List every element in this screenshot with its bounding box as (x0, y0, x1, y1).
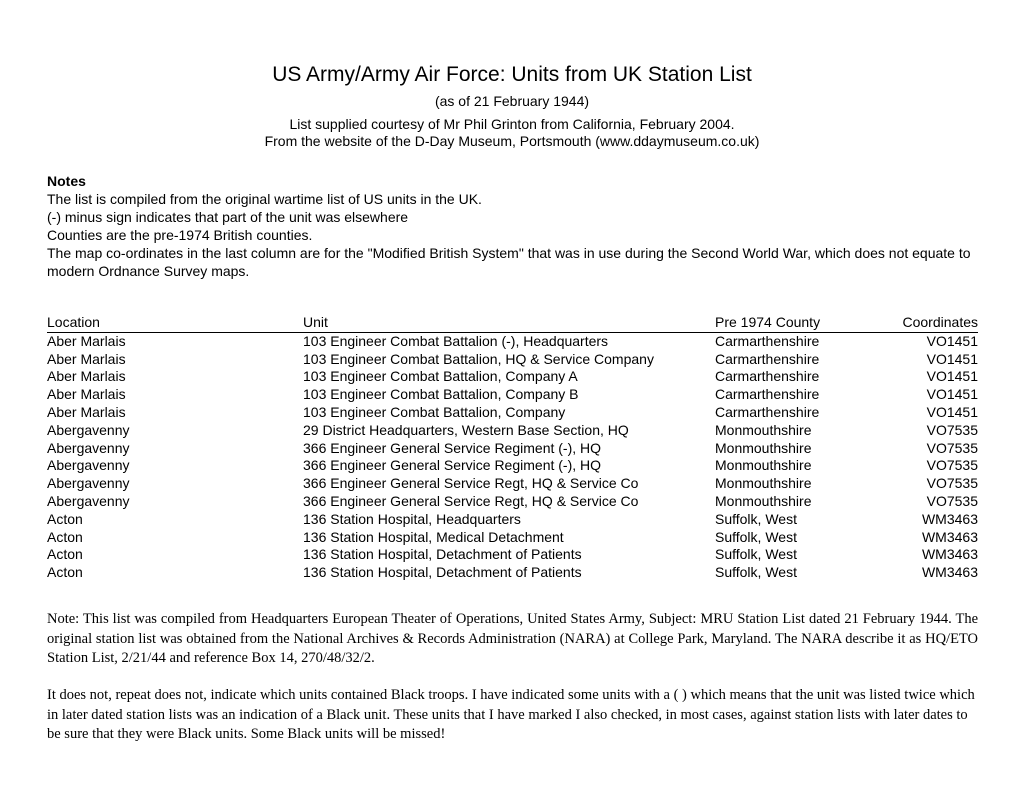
cell-coordinates: VO7535 (926, 439, 978, 456)
column-header-location: Location (47, 314, 303, 332)
table-row (47, 422, 978, 440)
cell-coordinates: VO7535 (926, 492, 978, 509)
table-row (47, 457, 978, 475)
cell-county: Suffolk, West (715, 510, 797, 527)
cell-county: Carmarthenshire (715, 332, 820, 349)
cell-county: Monmouthshire (715, 457, 812, 474)
column-header-unit: Unit (303, 314, 715, 332)
notes-line: The list is compiled from the original wartime list of US units in the UK. (47, 191, 482, 207)
cell-county: Suffolk, West (715, 546, 797, 563)
cell-location: Aber Marlais (47, 368, 126, 385)
cell-location: Aber Marlais (47, 386, 126, 403)
cell-unit: 29 District Headquarters, Western Base Section, HQ (303, 421, 629, 438)
cell-unit: 136 Station Hospital, Headquarters (303, 510, 521, 527)
cell-unit: 103 Engineer Combat Battalion, Company B (303, 386, 579, 403)
cell-location: Aber Marlais (47, 350, 126, 367)
table-row (47, 440, 978, 458)
notes-heading: Notes (47, 173, 86, 189)
table-header-row (47, 314, 978, 332)
table-row (47, 564, 978, 582)
table-row (47, 332, 978, 350)
table-row (47, 386, 978, 404)
table-row (47, 546, 978, 564)
cell-county: Suffolk, West (715, 564, 797, 581)
cell-county: Suffolk, West (715, 528, 797, 545)
cell-unit: 103 Engineer Combat Battalion, Company A (303, 368, 578, 385)
notes-section (47, 172, 982, 280)
cell-coordinates: VO7535 (926, 457, 978, 474)
cell-location: Acton (47, 564, 83, 581)
cell-location: Abergavenny (47, 421, 130, 438)
footnote-source: Note: This list was compiled from Headquarters European Theater of Operations, United States Army, Subject: MRU Station List dated 21 February 1944. The original station list was obtained from the National Archives & Records Administration (NARA) at College Park, Maryland. The NARA describe it as HQ/ETO Station List, 2/21/44 and reference Box 14, 270/48/32/2. (47, 611, 978, 666)
page-subtitle: (as of 21 February 1944) (434, 93, 590, 109)
table-row (47, 475, 978, 493)
cell-unit: 136 Station Hospital, Detachment of Patients (303, 564, 582, 581)
column-header-coordinates: Coordinates (865, 314, 978, 332)
cell-county: Carmarthenshire (715, 350, 820, 367)
page-title: US Army/Army Air Force: Units from UK Station List (272, 63, 752, 86)
cell-location: Aber Marlais (47, 332, 126, 349)
cell-unit: 366 Engineer General Service Regt, HQ & Service Co (303, 492, 639, 509)
cell-county: Carmarthenshire (715, 386, 820, 403)
cell-location: Acton (47, 510, 83, 527)
cell-unit: 136 Station Hospital, Detachment of Patients (303, 546, 582, 563)
cell-coordinates: WM3463 (921, 510, 978, 527)
cell-coordinates: VO1451 (926, 368, 978, 385)
table-row (47, 351, 978, 369)
cell-coordinates: VO1451 (926, 403, 978, 420)
cell-unit: 366 Engineer General Service Regiment (-), HQ (303, 439, 602, 456)
credit-block (0, 116, 1024, 150)
footnote-disclaimer: It does not, repeat does not, indicate which units contained Black troops. I have indicated some units with a ( ) which means that the unit was listed twice which in later dated station lists was an indication of a Black unit. These units that I have marked I also checked, in most cases, against station lists with later dates to be sure that they were Black units. Some Black units will be missed! (47, 687, 975, 742)
cell-location: Abergavenny (47, 439, 130, 456)
table-row (47, 404, 978, 422)
cell-coordinates: WM3463 (921, 546, 978, 563)
cell-location: Acton (47, 528, 83, 545)
cell-unit: 366 Engineer General Service Regt, HQ & Service Co (303, 475, 639, 492)
cell-coordinates: VO7535 (926, 421, 978, 438)
cell-location: Acton (47, 546, 83, 563)
cell-location: Aber Marlais (47, 403, 126, 420)
cell-coordinates: WM3463 (921, 528, 978, 545)
cell-location: Abergavenny (47, 475, 130, 492)
cell-county: Carmarthenshire (715, 403, 820, 420)
cell-county: Monmouthshire (715, 475, 812, 492)
notes-line: Counties are the pre-1974 British counties. (47, 227, 313, 243)
cell-county: Carmarthenshire (715, 368, 820, 385)
units-table (47, 314, 978, 582)
cell-unit: 103 Engineer Combat Battalion, HQ & Service Company (303, 350, 654, 367)
cell-coordinates: VO1451 (926, 386, 978, 403)
cell-coordinates: VO7535 (926, 475, 978, 492)
table-row (47, 511, 978, 529)
cell-unit: 103 Engineer Combat Battalion, Company (303, 403, 566, 420)
column-header-county: Pre 1974 County (715, 314, 865, 332)
cell-location: Abergavenny (47, 457, 130, 474)
cell-unit: 366 Engineer General Service Regiment (-), HQ (303, 457, 602, 474)
cell-coordinates: VO1451 (926, 332, 978, 349)
cell-county: Monmouthshire (715, 421, 812, 438)
credit-line: From the website of the D-Day Museum, Portsmouth (www.ddaymuseum.co.uk) (264, 133, 760, 149)
notes-line: The map co-ordinates in the last column are for the "Modified British System" that was in use during the Second World War, which does not equate to modern Ordnance Survey maps. (47, 245, 971, 279)
notes-line: (-) minus sign indicates that part of the unit was elsewhere (47, 209, 409, 225)
cell-unit: 103 Engineer Combat Battalion (-), Headquarters (303, 332, 609, 349)
cell-location: Abergavenny (47, 492, 130, 509)
credit-line: List supplied courtesy of Mr Phil Grinton from California, February 2004. (289, 116, 735, 132)
cell-coordinates: VO1451 (926, 350, 978, 367)
table-row (47, 493, 978, 511)
cell-coordinates: WM3463 (921, 564, 978, 581)
table-body (47, 332, 978, 582)
table-row (47, 529, 978, 547)
table-row (47, 368, 978, 386)
cell-county: Monmouthshire (715, 439, 812, 456)
cell-unit: 136 Station Hospital, Medical Detachment (303, 528, 564, 545)
cell-county: Monmouthshire (715, 492, 812, 509)
